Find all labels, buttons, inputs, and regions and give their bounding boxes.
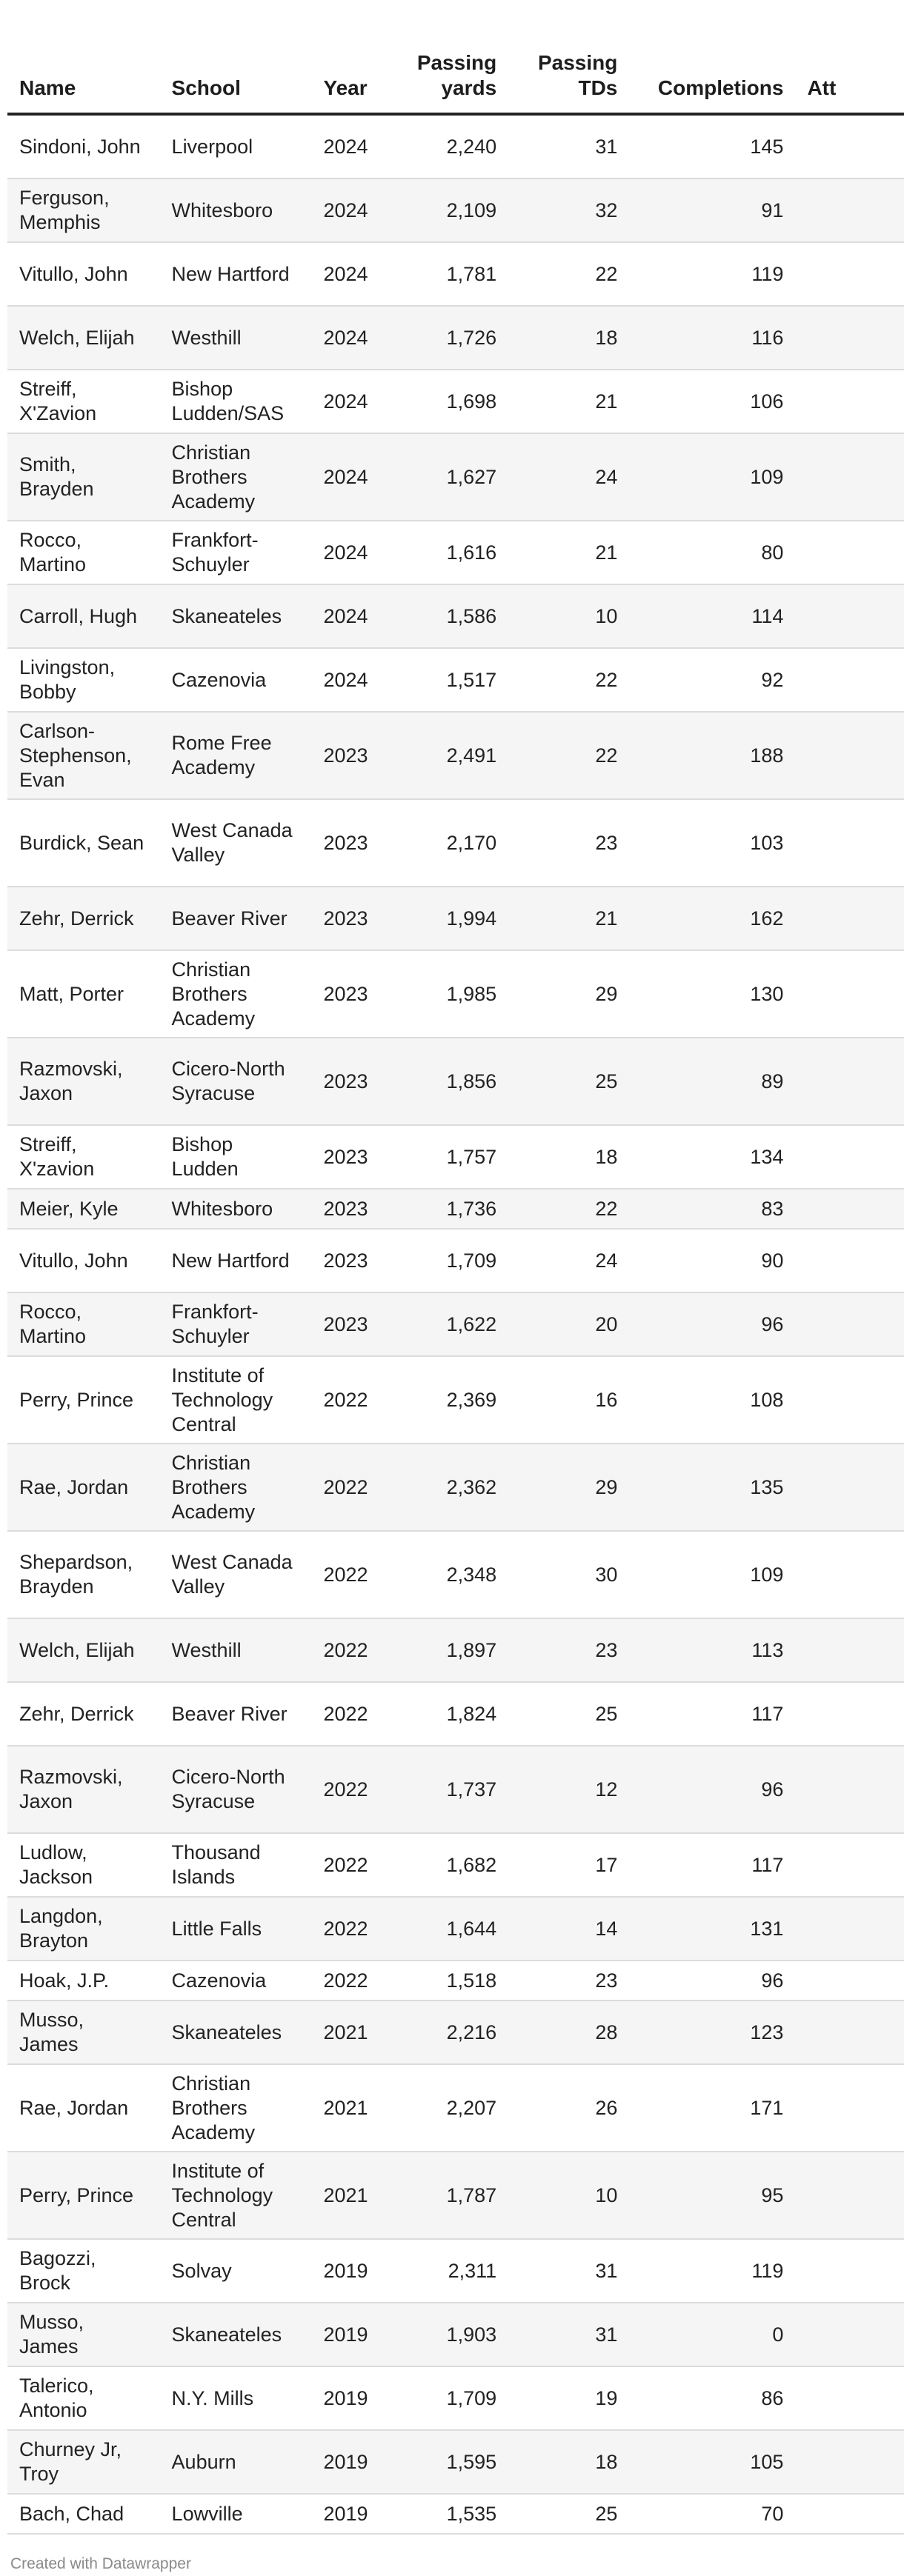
cell-school: Christian Brothers Academy [160,2064,312,2152]
cell-attempts [795,2430,904,2494]
cell-attempts [795,1746,904,1833]
cell-completions: 96 [629,1746,795,1833]
cell-school: Christian Brothers Academy [160,950,312,1038]
cell-completions: 114 [629,584,795,648]
cell-attempts [795,2152,904,2239]
cell-passing-tds: 18 [508,306,629,370]
cell-name: Rocco, Martino [7,1292,160,1356]
cell-name: Vitullo, John [7,242,160,306]
cell-name: Musso, James [7,2001,160,2064]
cell-completions: 109 [629,433,795,521]
cell-school: Frankfort-Schuyler [160,1292,312,1356]
cell-passing-yards: 1,897 [396,1618,508,1682]
cell-attempts [795,306,904,370]
cell-name: Rocco, Martino [7,521,160,584]
cell-school: Liverpool [160,114,312,178]
cell-name: Meier, Kyle [7,1189,160,1229]
cell-name: Musso, James [7,2303,160,2366]
cell-attempts [795,887,904,950]
cell-passing-yards: 2,207 [396,2064,508,2152]
cell-school: Skaneateles [160,2001,312,2064]
cell-name: Razmovski, Jaxon [7,1038,160,1125]
cell-year: 2024 [311,648,396,712]
cell-passing-tds: 30 [508,1531,629,1618]
cell-name: Ludlow, Jackson [7,1833,160,1897]
cell-passing-tds: 16 [508,1356,629,1444]
table-row [7,712,904,799]
cell-attempts [795,1292,904,1356]
cell-passing-tds: 19 [508,2366,629,2430]
cell-name: Shepardson, Brayden [7,1531,160,1618]
cell-year: 2024 [311,521,396,584]
cell-passing-yards: 1,586 [396,584,508,648]
cell-year: 2022 [311,1897,396,1961]
cell-school: Cicero-North Syracuse [160,1038,312,1125]
cell-passing-yards: 1,595 [396,2430,508,2494]
cell-passing-yards: 2,240 [396,114,508,178]
cell-attempts [795,242,904,306]
cell-school: Skaneateles [160,584,312,648]
cell-passing-yards: 2,369 [396,1356,508,1444]
column-header-attempts[interactable]: Att [795,30,904,114]
cell-school: N.Y. Mills [160,2366,312,2430]
cell-completions: 119 [629,2239,795,2303]
table-row [7,2494,904,2534]
cell-school: Cazenovia [160,648,312,712]
cell-name: Ferguson, Memphis [7,178,160,242]
cell-attempts [795,1897,904,1961]
cell-passing-yards: 1,726 [396,306,508,370]
table-row [7,1356,904,1444]
table-row [7,1618,904,1682]
cell-completions: 96 [629,1961,795,2001]
cell-completions: 117 [629,1682,795,1746]
cell-passing-tds: 10 [508,2152,629,2239]
cell-name: Welch, Elijah [7,1618,160,1682]
cell-name: Sindoni, John [7,114,160,178]
cell-completions: 106 [629,370,795,433]
cell-school: Institute of Technology Central [160,1356,312,1444]
cell-year: 2019 [311,2239,396,2303]
cell-year: 2022 [311,1618,396,1682]
cell-attempts [795,1531,904,1618]
cell-school: Little Falls [160,1897,312,1961]
cell-school: Bishop Ludden [160,1125,312,1189]
cell-name: Zehr, Derrick [7,887,160,950]
cell-completions: 108 [629,1356,795,1444]
cell-passing-yards: 1,985 [396,950,508,1038]
cell-school: Christian Brothers Academy [160,1444,312,1531]
cell-name: Razmovski, Jaxon [7,1746,160,1833]
cell-passing-yards: 1,737 [396,1746,508,1833]
cell-year: 2019 [311,2494,396,2534]
cell-year: 2023 [311,950,396,1038]
cell-year: 2023 [311,887,396,950]
cell-completions: 86 [629,2366,795,2430]
cell-year: 2024 [311,433,396,521]
cell-passing-tds: 24 [508,433,629,521]
cell-name: Perry, Prince [7,1356,160,1444]
table-row [7,306,904,370]
cell-year: 2023 [311,1189,396,1229]
cell-completions: 89 [629,1038,795,1125]
cell-passing-yards: 1,994 [396,887,508,950]
table-header [7,30,904,114]
cell-passing-yards: 1,824 [396,1682,508,1746]
table-row [7,2152,904,2239]
table-row [7,114,904,178]
cell-school: Westhill [160,1618,312,1682]
cell-name: Streiff, X'Zavion [7,370,160,433]
cell-school: Thousand Islands [160,1833,312,1897]
cell-passing-tds: 18 [508,2430,629,2494]
cell-passing-tds: 14 [508,1897,629,1961]
cell-attempts [795,1038,904,1125]
cell-passing-tds: 31 [508,2303,629,2366]
cell-attempts [795,1444,904,1531]
column-header-name[interactable]: Name [7,30,160,114]
cell-attempts [795,370,904,433]
cell-passing-yards: 2,362 [396,1444,508,1531]
cell-school: Christian Brothers Academy [160,433,312,521]
cell-completions: 135 [629,1444,795,1531]
cell-passing-tds: 17 [508,1833,629,1897]
cell-completions: 117 [629,1833,795,1897]
cell-completions: 80 [629,521,795,584]
cell-attempts [795,1356,904,1444]
table-row [7,1038,904,1125]
cell-passing-yards: 1,517 [396,648,508,712]
cell-passing-yards: 1,644 [396,1897,508,1961]
table-row [7,2303,904,2366]
cell-year: 2021 [311,2001,396,2064]
table-row [7,584,904,648]
cell-passing-yards: 1,627 [396,433,508,521]
cell-name: Churney Jr, Troy [7,2430,160,2494]
table-row [7,433,904,521]
cell-year: 2019 [311,2303,396,2366]
cell-completions: 109 [629,1531,795,1618]
cell-passing-tds: 21 [508,370,629,433]
cell-school: Beaver River [160,1682,312,1746]
cell-year: 2021 [311,2152,396,2239]
cell-attempts [795,114,904,178]
cell-attempts [795,1189,904,1229]
cell-attempts [795,1682,904,1746]
cell-year: 2022 [311,1682,396,1746]
cell-year: 2022 [311,1833,396,1897]
cell-passing-tds: 23 [508,1618,629,1682]
cell-passing-yards: 1,709 [396,1229,508,1292]
cell-passing-tds: 28 [508,2001,629,2064]
cell-completions: 171 [629,2064,795,2152]
cell-year: 2022 [311,1961,396,2001]
cell-year: 2022 [311,1531,396,1618]
cell-attempts [795,2064,904,2152]
cell-passing-tds: 32 [508,178,629,242]
cell-school: Cazenovia [160,1961,312,2001]
cell-name: Bagozzi, Brock [7,2239,160,2303]
cell-year: 2019 [311,2366,396,2430]
cell-name: Vitullo, John [7,1229,160,1292]
table-row [7,1292,904,1356]
table-row [7,2001,904,2064]
cell-passing-yards: 1,709 [396,2366,508,2430]
cell-passing-yards: 1,682 [396,1833,508,1897]
cell-passing-yards: 1,736 [396,1189,508,1229]
cell-completions: 113 [629,1618,795,1682]
table-row [7,2064,904,2152]
cell-school: Lowville [160,2494,312,2534]
table-row [7,1682,904,1746]
cell-school: Westhill [160,306,312,370]
cell-passing-tds: 25 [508,2494,629,2534]
cell-name: Welch, Elijah [7,306,160,370]
cell-attempts [795,178,904,242]
table-row [7,2366,904,2430]
cell-year: 2024 [311,584,396,648]
cell-completions: 96 [629,1292,795,1356]
cell-name: Matt, Porter [7,950,160,1038]
cell-passing-tds: 25 [508,1038,629,1125]
cell-school: West Canada Valley [160,799,312,887]
table-row [7,521,904,584]
table-row [7,950,904,1038]
cell-name: Hoak, J.P. [7,1961,160,2001]
cell-passing-tds: 23 [508,1961,629,2001]
cell-year: 2023 [311,1038,396,1125]
cell-passing-tds: 18 [508,1125,629,1189]
cell-attempts [795,950,904,1038]
cell-name: Carroll, Hugh [7,584,160,648]
cell-passing-yards: 1,622 [396,1292,508,1356]
cell-passing-tds: 21 [508,887,629,950]
cell-name: Zehr, Derrick [7,1682,160,1746]
cell-name: Carlson-Stephenson, Evan [7,712,160,799]
cell-school: New Hartford [160,242,312,306]
table-row [7,1746,904,1833]
cell-completions: 116 [629,306,795,370]
cell-year: 2022 [311,1444,396,1531]
cell-passing-yards: 1,757 [396,1125,508,1189]
cell-name: Langdon, Brayton [7,1897,160,1961]
cell-attempts [795,2366,904,2430]
cell-passing-yards: 2,311 [396,2239,508,2303]
passing-leaders-table [7,30,904,2535]
column-header-year[interactable]: Year [311,30,396,114]
cell-attempts [795,1125,904,1189]
cell-year: 2023 [311,799,396,887]
cell-year: 2019 [311,2430,396,2494]
cell-completions: 145 [629,114,795,178]
cell-year: 2024 [311,306,396,370]
table-row [7,370,904,433]
column-header-passing-yards[interactable]: Passing yards [396,30,508,114]
cell-name: Livingston, Bobby [7,648,160,712]
cell-passing-yards: 2,491 [396,712,508,799]
header-row [7,30,904,114]
cell-passing-yards: 1,698 [396,370,508,433]
cell-passing-tds: 24 [508,1229,629,1292]
cell-passing-tds: 10 [508,584,629,648]
cell-name: Smith, Brayden [7,433,160,521]
cell-passing-tds: 12 [508,1746,629,1833]
cell-passing-yards: 1,856 [396,1038,508,1125]
cell-passing-tds: 23 [508,799,629,887]
cell-passing-tds: 31 [508,2239,629,2303]
cell-attempts [795,712,904,799]
cell-passing-tds: 31 [508,114,629,178]
table-row [7,1229,904,1292]
cell-school: Frankfort-Schuyler [160,521,312,584]
cell-passing-tds: 22 [508,712,629,799]
table-row [7,1961,904,2001]
table-row [7,648,904,712]
cell-name: Rae, Jordan [7,2064,160,2152]
table-row [7,1189,904,1229]
cell-name: Rae, Jordan [7,1444,160,1531]
cell-passing-yards: 2,109 [396,178,508,242]
cell-attempts [795,799,904,887]
cell-attempts [795,1618,904,1682]
cell-completions: 162 [629,887,795,950]
table-row [7,887,904,950]
cell-year: 2024 [311,370,396,433]
cell-name: Bach, Chad [7,2494,160,2534]
cell-school: Auburn [160,2430,312,2494]
table-row [7,1833,904,1897]
cell-attempts [795,1961,904,2001]
cell-attempts [795,2303,904,2366]
cell-school: Beaver River [160,887,312,950]
cell-passing-yards: 2,216 [396,2001,508,2064]
cell-school: Skaneateles [160,2303,312,2366]
cell-completions: 130 [629,950,795,1038]
cell-passing-yards: 1,518 [396,1961,508,2001]
cell-school: Bishop Ludden/SAS [160,370,312,433]
cell-passing-tds: 22 [508,242,629,306]
cell-completions: 119 [629,242,795,306]
column-header-completions[interactable]: Completions [629,30,795,114]
cell-passing-yards: 1,787 [396,2152,508,2239]
cell-completions: 91 [629,178,795,242]
cell-completions: 90 [629,1229,795,1292]
cell-passing-tds: 25 [508,1682,629,1746]
cell-year: 2022 [311,1746,396,1833]
cell-year: 2024 [311,178,396,242]
cell-attempts [795,648,904,712]
cell-attempts [795,1833,904,1897]
cell-passing-tds: 29 [508,950,629,1038]
cell-passing-yards: 2,170 [396,799,508,887]
cell-attempts [795,1229,904,1292]
cell-school: Whitesboro [160,1189,312,1229]
table-body [7,114,904,2534]
cell-school: Cicero-North Syracuse [160,1746,312,1833]
cell-passing-yards: 2,348 [396,1531,508,1618]
cell-school: West Canada Valley [160,1531,312,1618]
cell-completions: 0 [629,2303,795,2366]
cell-completions: 131 [629,1897,795,1961]
cell-name: Streiff, X'zavion [7,1125,160,1189]
cell-year: 2023 [311,1125,396,1189]
cell-year: 2024 [311,242,396,306]
cell-completions: 188 [629,712,795,799]
table-row [7,799,904,887]
cell-passing-yards: 1,781 [396,242,508,306]
table-row [7,2430,904,2494]
cell-completions: 95 [629,2152,795,2239]
cell-school: New Hartford [160,1229,312,1292]
table-row [7,1897,904,1961]
cell-year: 2023 [311,712,396,799]
table-row [7,1444,904,1531]
table-row [7,2239,904,2303]
cell-completions: 83 [629,1189,795,1229]
cell-completions: 70 [629,2494,795,2534]
cell-name: Perry, Prince [7,2152,160,2239]
table-row [7,242,904,306]
cell-passing-tds: 29 [508,1444,629,1531]
cell-attempts [795,584,904,648]
cell-school: Whitesboro [160,178,312,242]
cell-completions: 103 [629,799,795,887]
cell-name: Burdick, Sean [7,799,160,887]
cell-passing-yards: 1,903 [396,2303,508,2366]
table-row [7,178,904,242]
table-row [7,1531,904,1618]
cell-passing-tds: 26 [508,2064,629,2152]
cell-attempts [795,2001,904,2064]
cell-school: Solvay [160,2239,312,2303]
cell-year: 2021 [311,2064,396,2152]
cell-passing-tds: 22 [508,648,629,712]
column-header-school[interactable]: School [160,30,312,114]
cell-passing-yards: 1,535 [396,2494,508,2534]
cell-passing-tds: 21 [508,521,629,584]
cell-name: Talerico, Antonio [7,2366,160,2430]
cell-year: 2024 [311,114,396,178]
cell-passing-tds: 22 [508,1189,629,1229]
cell-attempts [795,521,904,584]
cell-attempts [795,433,904,521]
cell-passing-yards: 1,616 [396,521,508,584]
cell-year: 2023 [311,1229,396,1292]
column-header-passing-tds[interactable]: Passing TDs [508,30,629,114]
cell-school: Institute of Technology Central [160,2152,312,2239]
cell-attempts [795,2239,904,2303]
cell-year: 2022 [311,1356,396,1444]
cell-completions: 105 [629,2430,795,2494]
cell-completions: 92 [629,648,795,712]
cell-passing-tds: 20 [508,1292,629,1356]
cell-completions: 123 [629,2001,795,2064]
cell-completions: 134 [629,1125,795,1189]
cell-year: 2023 [311,1292,396,1356]
table-row [7,1125,904,1189]
cell-attempts [795,2494,904,2534]
cell-school: Rome Free Academy [160,712,312,799]
datawrapper-credit[interactable]: Created with Datawrapper [10,2555,191,2572]
